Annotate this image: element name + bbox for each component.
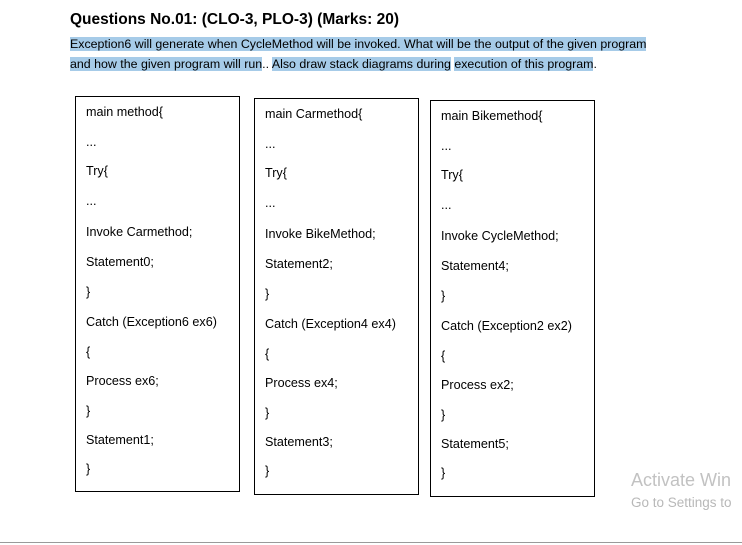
code-line: }	[441, 289, 446, 303]
code-line: ...	[265, 137, 276, 151]
question-title: Questions No.01: (CLO-3, PLO-3) (Marks: 20)	[70, 11, 399, 28]
code-line: Catch (Exception2 ex2)	[441, 319, 572, 333]
code-line: ...	[86, 135, 97, 149]
code-line: Catch (Exception6 ex6)	[86, 315, 217, 329]
code-line: Statement1;	[86, 433, 154, 447]
code-line: ...	[441, 139, 452, 153]
code-line: }	[265, 464, 270, 478]
code-line: }	[86, 462, 91, 476]
code-line: Invoke Carmethod;	[86, 225, 193, 239]
activate-windows-watermark-subtitle: Go to Settings to	[631, 495, 732, 510]
code-line: }	[441, 466, 446, 480]
code-line: Invoke BikeMethod;	[265, 227, 376, 241]
divider	[0, 542, 742, 543]
code-line: Try{	[441, 168, 463, 182]
code-line: Invoke CycleMethod;	[441, 229, 559, 243]
code-line: ...	[265, 196, 276, 210]
highlighted-text: Exception6 will generate when CycleMethod will be invoked. What will be the output of the given program	[70, 37, 647, 51]
highlighted-text: and how the given program will run	[70, 57, 263, 71]
code-line: Catch (Exception4 ex4)	[265, 317, 396, 331]
code-box-main-bikemethod	[430, 100, 595, 497]
code-line: }	[86, 404, 91, 418]
code-line: Statement0;	[86, 255, 154, 269]
code-line: main method{	[86, 105, 164, 119]
code-line: main Bikemethod{	[441, 109, 543, 123]
code-line: }	[265, 406, 270, 420]
code-line: }	[86, 285, 91, 299]
code-line: ...	[441, 198, 452, 212]
code-line: {	[441, 349, 446, 363]
code-line: }	[441, 408, 446, 422]
code-line: Try{	[86, 164, 108, 178]
highlighted-text: execution of this program	[454, 57, 594, 71]
question-text-line-1	[70, 36, 710, 52]
plain-text: .	[593, 57, 597, 71]
code-line: main Carmethod{	[265, 107, 363, 121]
code-line: Process ex6;	[86, 374, 159, 388]
plain-text: ..	[262, 57, 272, 71]
code-line: Try{	[265, 166, 287, 180]
question-text-line-2	[70, 56, 710, 72]
code-line: ...	[86, 194, 97, 208]
code-line: }	[265, 287, 270, 301]
code-line: Process ex4;	[265, 376, 338, 390]
code-line: Statement4;	[441, 259, 509, 273]
code-line: Statement5;	[441, 437, 509, 451]
code-box-main-carmethod	[254, 98, 419, 495]
code-line: Statement2;	[265, 257, 333, 271]
code-box-main-method	[75, 96, 240, 492]
code-line: {	[265, 347, 270, 361]
code-line: {	[86, 345, 91, 359]
code-line: Process ex2;	[441, 378, 514, 392]
highlighted-text: Also draw stack diagrams during	[271, 57, 451, 71]
activate-windows-watermark-title: Activate Win	[631, 470, 732, 490]
code-line: Statement3;	[265, 435, 333, 449]
